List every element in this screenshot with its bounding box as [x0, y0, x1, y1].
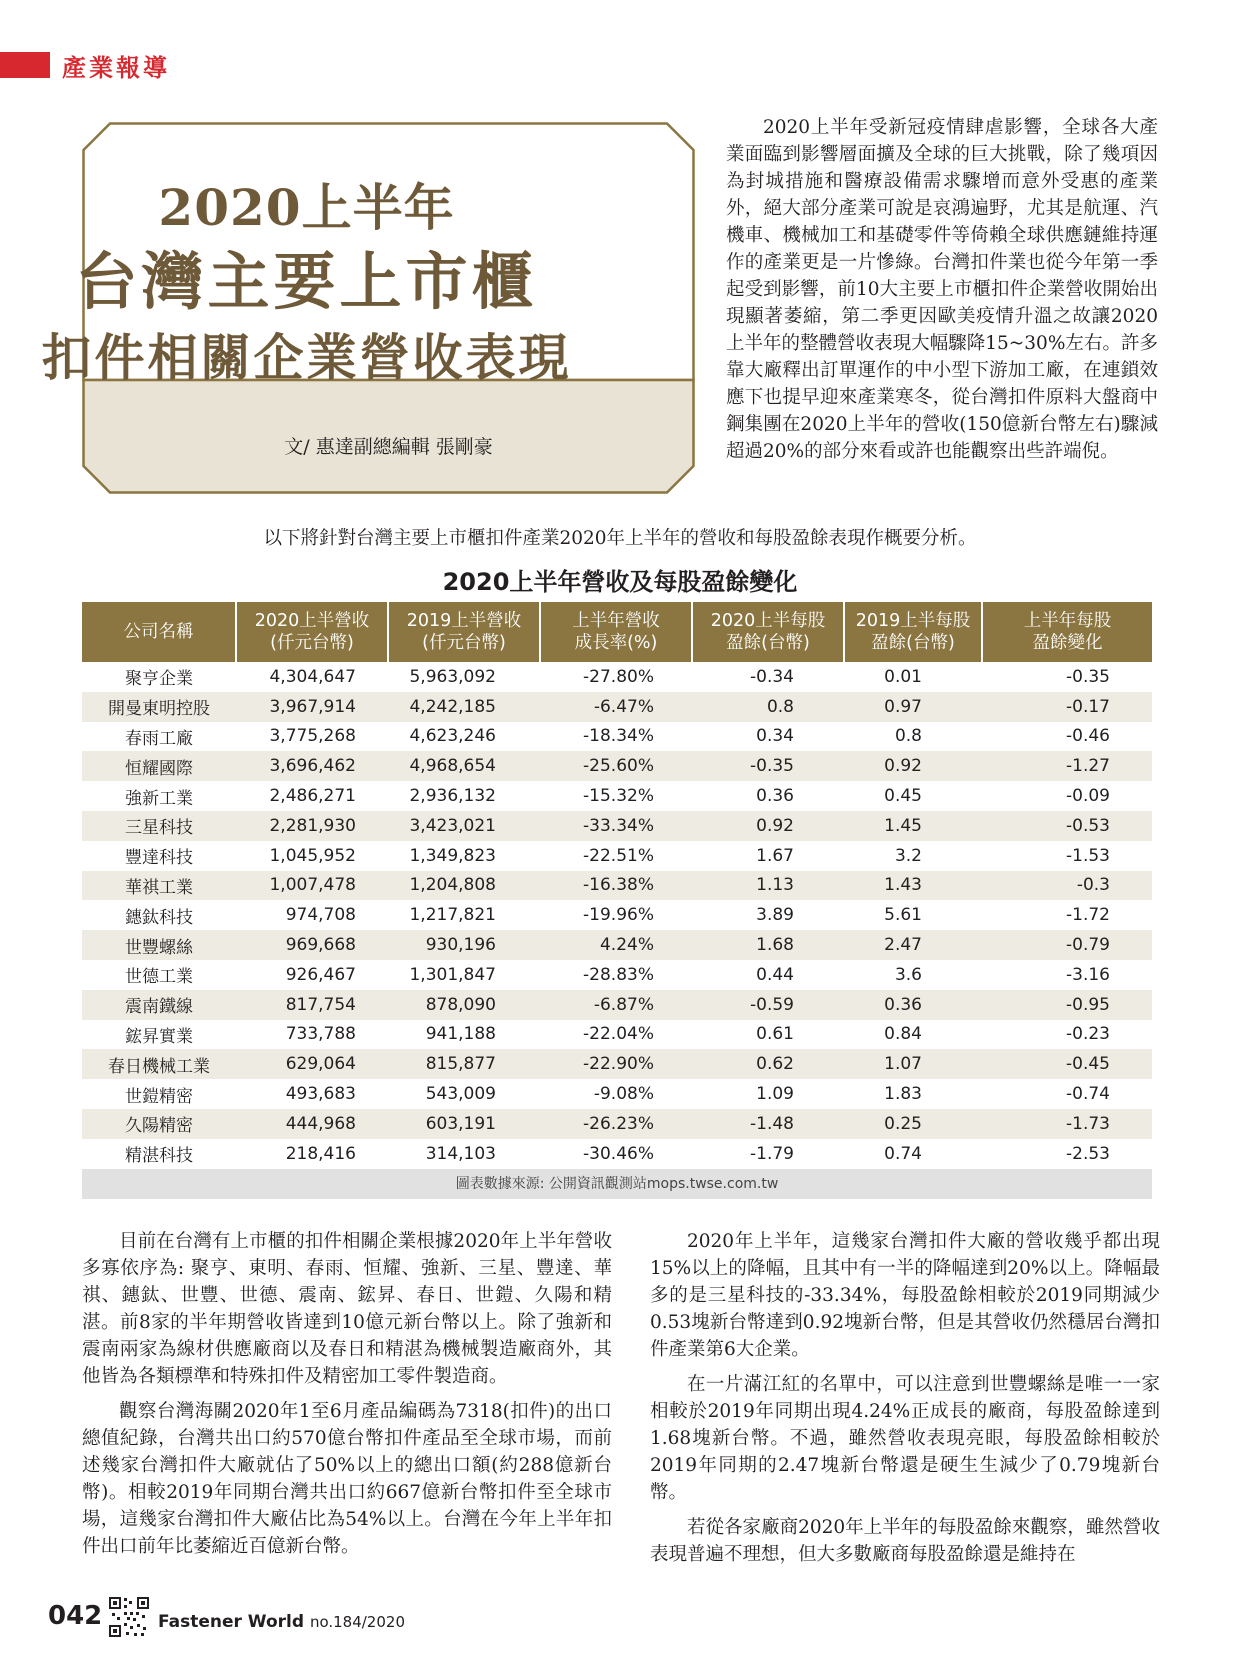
table-row — [82, 960, 1152, 990]
revenue-growth: -15.32% — [583, 786, 654, 807]
revenue-2019: 4,623,246 — [409, 726, 496, 747]
revenue-growth: 4.24% — [540, 930, 692, 960]
company-name: 三星科技 — [82, 811, 236, 841]
company-name: 豐達科技 — [125, 848, 193, 869]
header-rev2019: 2019上半營收 (仟元台幣) — [388, 602, 540, 662]
qr-code-icon[interactable] — [108, 1596, 150, 1638]
revenue-2019: 1,217,821 — [409, 905, 496, 926]
eps-2020: 0.62 — [692, 1049, 844, 1079]
table-row — [82, 900, 1152, 930]
table-row — [82, 722, 1152, 752]
company-name: 鏸鈦科技 — [125, 907, 193, 928]
header-growth: 上半年營收 成長率(%) — [540, 602, 692, 662]
revenue-growth: -27.80% — [583, 666, 654, 687]
revenue-2019: 941,188 — [425, 1024, 496, 1045]
company-name: 精湛科技 — [125, 1146, 193, 1167]
company-name: 世鎧精密 — [125, 1086, 193, 1107]
eps-change: -1.73 — [982, 1109, 1152, 1139]
page-number: 042 — [48, 1601, 103, 1631]
body-paragraph: 若從各家廠商2020年上半年的每股盈餘來觀察，雖然營收表現普遍不理想，但大多數廠商每股盈餘還是維持在 — [650, 1517, 1160, 1565]
revenue-eps-table — [82, 602, 1152, 1169]
header-rev2020: 2020上半營收 (仟元台幣) — [236, 602, 388, 662]
section-label: 產業報導 — [62, 54, 170, 82]
revenue-2020: 1,045,952 — [269, 845, 356, 866]
revenue-2019: 4,968,654 — [388, 751, 540, 781]
eps-2020: -0.34 — [750, 666, 794, 687]
company-name: 開曼東明控股 — [82, 692, 236, 722]
revenue-2020: 444,968 — [236, 1109, 388, 1139]
magazine-name — [158, 1612, 405, 1632]
revenue-2020: 218,416 — [285, 1143, 356, 1164]
header-eps2020: 2020上半每股 盈餘(台幣) — [692, 602, 844, 662]
eps-2020: -1.79 — [750, 1143, 794, 1164]
revenue-2020: 733,788 — [285, 1024, 356, 1045]
table-source: 圖表數據來源: 公開資訊觀測站mops.twse.com.tw — [82, 1169, 1152, 1199]
company-name: 聚亨企業 — [125, 669, 193, 690]
revenue-2019: 314,103 — [425, 1143, 496, 1164]
body-paragraph: 2020年上半年，這幾家台灣扣件大廠的營收幾乎都出現15%以上的降幅，且其中有一半的降幅達到20%以上。降幅最多的是三星科技的-33.34%，每股盈餘相較於2019同期減少0.53塊新台幣達到0.92塊新台幣，但是其營收仍然穩居台灣扣件產業第6大企業。 — [650, 1231, 1160, 1360]
revenue-2020: 817,754 — [236, 990, 388, 1020]
eps-change: -1.72 — [1066, 905, 1110, 926]
revenue-growth: -22.90% — [540, 1049, 692, 1079]
eps-2020: -0.59 — [692, 990, 844, 1020]
title-line-3: 扣件相關企業營收表現 — [41, 329, 572, 387]
revenue-2020: 3,775,268 — [269, 726, 356, 747]
eps-2019: 5.61 — [884, 905, 922, 926]
revenue-growth: -25.60% — [540, 751, 692, 781]
revenue-growth: -28.83% — [583, 964, 654, 985]
eps-2019: 0.74 — [884, 1143, 922, 1164]
eps-2020: 0.92 — [692, 811, 844, 841]
company-name: 華祺工業 — [82, 871, 236, 901]
body-column-right — [650, 1228, 1160, 1576]
section-marker — [0, 52, 50, 78]
eps-2019: 0.36 — [844, 990, 982, 1020]
company-name: 鋐昇實業 — [125, 1026, 193, 1047]
eps-2020: -0.35 — [692, 751, 844, 781]
eps-change: -0.74 — [1066, 1084, 1110, 1105]
body-paragraph: 目前在台灣有上市櫃的扣件相關企業根據2020年上半年營收多寡依序為: 聚亨、東明、春雨、恒耀、強新、三星、豐達、華祺、鏸鈦、世豐、世德、震南、鋐昇、春日、世鎧、久陽和精湛。前8家的半年期營收皆達到10億元新台幣以上。除了強新和震南兩家為線材供應廠商以及春日和精湛為機械製造廠商外，其他皆為各類標準和特殊扣件及精密加工零件製造商。 — [82, 1231, 612, 1387]
company-name: 震南鐵線 — [82, 990, 236, 1020]
eps-change: -0.17 — [982, 692, 1152, 722]
eps-2019: 3.6 — [894, 964, 922, 985]
eps-2020: 1.13 — [692, 871, 844, 901]
revenue-2019: 4,242,185 — [388, 692, 540, 722]
table-row — [82, 751, 1152, 781]
revenue-2020: 974,708 — [285, 905, 356, 926]
eps-2019: 1.43 — [844, 871, 982, 901]
eps-change: -1.27 — [982, 751, 1152, 781]
body-paragraph: 在一片滿江紅的名單中，可以注意到世豐螺絲是唯一一家相較於2019年同期出現4.24%正成長的廠商，每股盈餘達到1.68塊新台幣。不過，雖然營收表現亮眼，每股盈餘相較於2019年同期的2.47塊新台幣還是硬生生減少了0.79塊新台幣。 — [650, 1374, 1160, 1503]
revenue-2019: 1,349,823 — [409, 845, 496, 866]
table-row — [82, 1139, 1152, 1169]
header-eps-change: 上半年每股 盈餘變化 — [982, 602, 1152, 662]
eps-2020: 0.36 — [756, 786, 794, 807]
revenue-2020: 969,668 — [236, 930, 388, 960]
table-header-row — [82, 602, 1152, 662]
company-name: 世豐螺絲 — [82, 930, 236, 960]
revenue-2020: 629,064 — [236, 1049, 388, 1079]
company-name: 春日機械工業 — [82, 1049, 236, 1079]
revenue-2020: 2,486,271 — [269, 786, 356, 807]
revenue-growth: -18.34% — [583, 726, 654, 747]
eps-change: -1.53 — [1066, 845, 1110, 866]
title-line-2: 台灣主要上市櫃 — [75, 245, 538, 318]
eps-change: -0.79 — [982, 930, 1152, 960]
table-title: 2020上半年營收及每股盈餘變化 — [442, 568, 798, 596]
eps-2019: 0.8 — [894, 726, 922, 747]
header-company: 公司名稱 — [82, 602, 236, 662]
revenue-2020: 926,467 — [285, 964, 356, 985]
revenue-2020: 2,281,930 — [236, 811, 388, 841]
revenue-2019: 1,301,847 — [409, 964, 496, 985]
eps-2020: 0.8 — [692, 692, 844, 722]
revenue-2019: 2,936,132 — [409, 786, 496, 807]
title-line-1: 2020上半年 — [158, 178, 455, 237]
revenue-growth: -22.04% — [583, 1024, 654, 1045]
revenue-2019: 815,877 — [388, 1049, 540, 1079]
header-eps2019: 2019上半每股 盈餘(台幣) — [844, 602, 982, 662]
revenue-2020: 3,967,914 — [236, 692, 388, 722]
table-row — [82, 990, 1152, 1020]
eps-change: -0.09 — [1066, 786, 1110, 807]
eps-2019: 2.47 — [844, 930, 982, 960]
revenue-growth: -30.46% — [583, 1143, 654, 1164]
eps-2019: 1.83 — [884, 1084, 922, 1105]
revenue-growth: -6.47% — [540, 692, 692, 722]
eps-change: -3.16 — [1066, 964, 1110, 985]
eps-2019: 0.84 — [884, 1024, 922, 1045]
company-name: 強新工業 — [125, 788, 193, 809]
table-row — [82, 662, 1152, 692]
eps-2020: 3.89 — [756, 905, 794, 926]
revenue-growth: -6.87% — [540, 990, 692, 1020]
revenue-2019: 930,196 — [388, 930, 540, 960]
eps-change: -0.35 — [1066, 666, 1110, 687]
eps-2019: 3.2 — [894, 845, 922, 866]
revenue-growth: -16.38% — [540, 871, 692, 901]
eps-2019: 0.01 — [884, 666, 922, 687]
revenue-2019: 1,204,808 — [388, 871, 540, 901]
intro-paragraph: 2020上半年受新冠疫情肆虐影響，全球各大產業面臨到影響層面擴及全球的巨大挑戰，除了幾項因為封城措施和醫療設備需求驟增而意外受惠的產業外，絕大部分產業可說是哀鴻遍野，尤其是航運、汽機車、機械加工和基礎零件等倚賴全球供應鏈維持運作的產業更是一片慘綠。台灣扣件業也從今年第一季起受到影響，前10大主要上市櫃扣件企業營收開始出現顯著萎縮，第二季更因歐美疫情升溫之故讓2020上半年的整體營收表現大幅驟降15~30%左右。許多靠大廠釋出訂單運作的中小型下游加工廠，在連鎖效應下也提早迎來產業寒冬，從台灣扣件原料大盤商中鋼集團在2020上半年的營收(150億新台幣左右)驟減超過20%的部分來看或許也能觀察出些許端倪。 — [726, 117, 1158, 462]
company-name: 春雨工廠 — [125, 728, 193, 749]
eps-2019: 0.92 — [844, 751, 982, 781]
revenue-growth: -26.23% — [540, 1109, 692, 1139]
revenue-2019: 878,090 — [388, 990, 540, 1020]
eps-change: -0.95 — [982, 990, 1152, 1020]
eps-change: -0.45 — [982, 1049, 1152, 1079]
revenue-growth: -19.96% — [583, 905, 654, 926]
eps-2020: 1.68 — [692, 930, 844, 960]
revenue-growth: -22.51% — [583, 845, 654, 866]
eps-2020: 1.67 — [756, 845, 794, 866]
revenue-2019: 3,423,021 — [388, 811, 540, 841]
table-row — [82, 930, 1152, 960]
eps-2020: 0.44 — [756, 964, 794, 985]
table-row — [82, 811, 1152, 841]
eps-change: -0.3 — [982, 871, 1152, 901]
table-row — [82, 871, 1152, 901]
revenue-2020: 1,007,478 — [236, 871, 388, 901]
lead-sentence: 以下將針對台灣主要上市櫃扣件產業2020年上半年的營收和每股盈餘表現作概要分析。 — [263, 528, 977, 549]
issue-number: no.184/2020 — [309, 1613, 405, 1631]
revenue-2020: 493,683 — [285, 1084, 356, 1105]
eps-2020: 1.09 — [756, 1084, 794, 1105]
table-row — [82, 692, 1152, 722]
table-row — [82, 1109, 1152, 1139]
body-column-left — [82, 1228, 612, 1568]
table-row — [82, 1049, 1152, 1079]
table-row — [82, 841, 1152, 871]
revenue-growth: -33.34% — [540, 811, 692, 841]
eps-change: -0.53 — [982, 811, 1152, 841]
revenue-2019: 5,963,092 — [409, 666, 496, 687]
eps-2019: 0.45 — [884, 786, 922, 807]
company-name: 久陽精密 — [82, 1109, 236, 1139]
table-row — [82, 1079, 1152, 1109]
eps-2019: 1.07 — [844, 1049, 982, 1079]
revenue-2019: 543,009 — [425, 1084, 496, 1105]
eps-2020: 0.61 — [756, 1024, 794, 1045]
revenue-2019: 603,191 — [388, 1109, 540, 1139]
eps-2020: 0.34 — [756, 726, 794, 747]
eps-2019: 1.45 — [844, 811, 982, 841]
magazine-title: Fastener World — [158, 1612, 305, 1632]
eps-2020: -1.48 — [692, 1109, 844, 1139]
body-paragraph: 觀察台灣海關2020年1至6月產品編碼為7318(扣件)的出口總值紀錄，台灣共出口約570億台幣扣件產品至全球市場，而前述幾家台灣扣件大廠就佔了50%以上的總出口額(約288億新台幣)。相較2019年同期台灣共出口約667億新台幣扣件至全球市場，這幾家台灣扣件大廠佔比為54%以上。台灣在今年上半年扣件出口前年比萎縮近百億新台幣。 — [82, 1401, 612, 1557]
company-name: 世德工業 — [125, 967, 193, 988]
table-row — [82, 781, 1152, 811]
revenue-2020: 3,696,462 — [236, 751, 388, 781]
company-name: 恒耀國際 — [82, 751, 236, 781]
eps-2019: 0.97 — [844, 692, 982, 722]
author-byline: 文/ 惠達副總編輯 張剛豪 — [284, 436, 493, 458]
revenue-2020: 4,304,647 — [269, 666, 356, 687]
revenue-growth: -9.08% — [593, 1084, 654, 1105]
table-row — [82, 1020, 1152, 1050]
eps-change: -0.23 — [1066, 1024, 1110, 1045]
eps-change: -0.46 — [1066, 726, 1110, 747]
eps-2019: 0.25 — [844, 1109, 982, 1139]
eps-change: -2.53 — [1066, 1143, 1110, 1164]
